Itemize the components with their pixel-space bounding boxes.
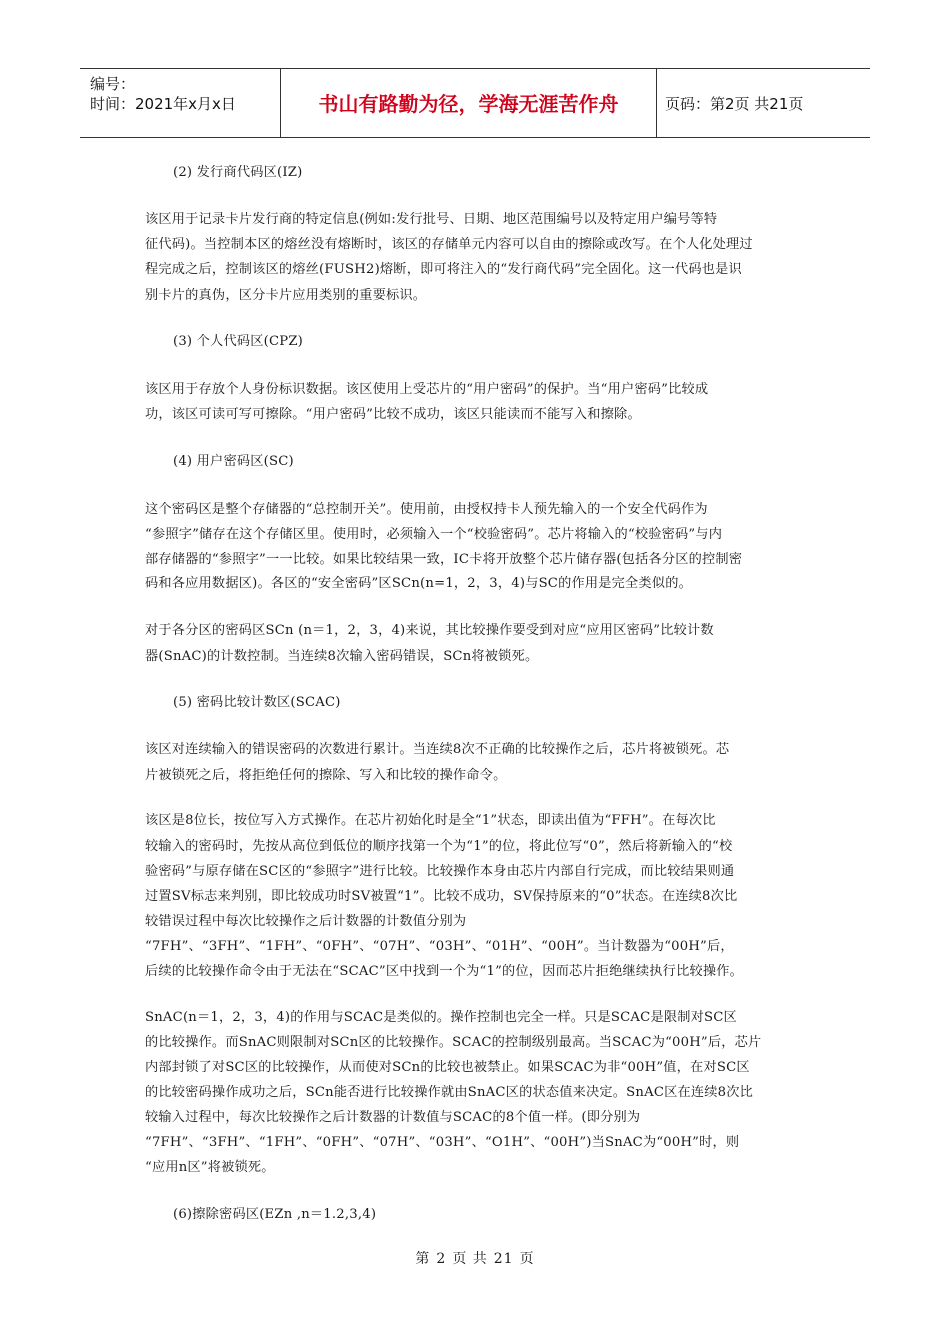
body-text-line: “应用n区”将被锁死。 (145, 1160, 275, 1175)
body-text-line: 别卡片的真伪，区分卡片应用类别的重要标识。 (145, 288, 427, 303)
body-text-line: 的比较密码操作成功之后，SCn能否进行比较操作就由SnAC区的状态值来决定。SnAC区在连续8次比 (145, 1085, 754, 1100)
section-heading: (4) 用户密码区(SC) (173, 454, 294, 469)
body-text-line: 过置SV标志来判别，即比较成功时SV被置“1”。比较不成功，SV保持原来的“0”状态。在连续8次比 (145, 889, 738, 904)
body-text-line: 该区用于存放个人身份标识数据。该区使用上受芯片的“用户密码”的保护。当“用户密码”比较成 (145, 382, 709, 397)
body-text-line: 片被锁死之后，将拒绝任何的擦除、写入和比较的操作命令。 (145, 768, 507, 783)
body-text-line: 征代码)。当控制本区的熔丝没有熔断时，该区的存储单元内容可以自由的擦除或改写。在个人化处理过 (145, 237, 753, 252)
serial-label: 编号： (90, 75, 136, 93)
body-text-line: 该区用于记录卡片发行商的特定信息(例如:发行批号、日期、地区范围编号以及特定用户编号等特 (145, 212, 718, 227)
header-divider (656, 69, 657, 137)
footer-total-pages: 21 (493, 1251, 514, 1267)
body-text-line: SnAC(n＝1，2，3，4)的作用与SCAC是类似的。操作控制也完全一样。只是SCAC是限制对SC区 (145, 1010, 737, 1025)
body-text-line: 该区是8位长，按位写入方式操作。在芯片初始化时是全“1”状态，即读出值为“FFH”。在每次比 (145, 813, 716, 828)
body-text-line: 后续的比较操作命令由于无法在“SCAC”区中找到一个为“1”的位，因而芯片拒绝继续执行比较操作。 (145, 964, 744, 979)
body-text-line: 器(SnAC)的计数控制。当连续8次输入密码错误，SCn将被锁死。 (145, 649, 539, 664)
body-text-line: “7FH”、“3FH”、“1FH”、“0FH”、“07H”、“03H”、“O1H”、“00H”)当SnAC为“00H”时，则 (145, 1135, 740, 1150)
body-text-line: “7FH”、“3FH”、“1FH”、“0FH”、“07H”、“03H”、“01H”、“00H”。当计数器为“00H”后， (145, 939, 734, 954)
body-text-line: 验密码”与原存储在SC区的“参照字”进行比较。比较操作本身由芯片内部自行完成，而比较结果则通 (145, 864, 735, 879)
section-heading: (3) 个人代码区(CPZ) (173, 334, 304, 349)
body-text-line: 对于各分区的密码区SCn (n＝1，2，3，4)来说，其比较操作要受到对应“应用区密码”比较计数 (145, 623, 714, 638)
footer-middle: 页 共 (452, 1251, 488, 1267)
body-text-line: 码和各应用数据区)。各区的“安全密码”区SCn(n=1，2，3，4)与SC的作用是完全类似的。 (145, 576, 692, 591)
body-text-line: 功，该区可读可写可擦除。“用户密码”比较不成功，该区只能读而不能写入和擦除。 (145, 407, 641, 422)
body-text-line: 内部封锁了对SC区的比较操作，从而使对SCn的比较也被禁止。如果SCAC为非“00H”值，在对SC区 (145, 1060, 750, 1075)
header-meta (80, 69, 280, 137)
body-text-line: 较输入的密码时，先按从高位到低位的顺序找第一个为“1”的位，将此位写“0”，然后将新输入的“校 (145, 839, 733, 854)
section-heading: (6)擦除密码区(EZn ,n＝1.2,3,4) (173, 1207, 377, 1222)
footer-page-number: 2 (436, 1251, 447, 1267)
footer-suffix: 页 (519, 1251, 535, 1267)
header-page-info: 页码：第2页 共21页 (665, 95, 804, 113)
body-text-line: 较输入过程中，每次比较操作之后计数器的计数值与SCAC的8个值一样。(即分别为 (145, 1110, 641, 1125)
body-text-line: 部存储器的“参照字”一一比较。如果比较结果一致，IC卡将开放整个芯片储存器(包括各分区的控制密 (145, 552, 743, 567)
body-text-line: 的比较操作。而SnAC则限制对SCn区的比较操作。SCAC的控制级别最高。当SCAC为“00H”后，芯片 (145, 1035, 762, 1050)
header-motto: 书山有路勤为径，学海无涯苦作舟 (318, 92, 619, 116)
page-header (80, 68, 870, 138)
footer-prefix: 第 (415, 1251, 431, 1267)
section-heading: (2) 发行商代码区(IZ) (173, 165, 303, 180)
body-text-line: “参照字”储存在这个存储区里。使用时，必须输入一个“校验密码”。芯片将输入的“校验密码”与内 (145, 527, 723, 542)
body-text-line: 较错误过程中每次比较操作之后计数器的计数值分别为 (145, 914, 467, 929)
body-text-line: 该区对连续输入的错误密码的次数进行累计。当连续8次不正确的比较操作之后，芯片将被锁死。芯 (145, 742, 730, 757)
body-text-line: 程完成之后，控制该区的熔丝(FUSH2)熔断，即可将注入的“发行商代码”完全固化。这一代码也是识 (145, 262, 742, 277)
page-footer (0, 1248, 950, 1268)
body-text-line: 这个密码区是整个存储器的“总控制开关”。使用前，由授权持卡人预先输入的一个安全代码作为 (145, 502, 708, 517)
section-heading: (5) 密码比较计数区(SCAC) (173, 695, 341, 710)
time-label: 时间：2021年x月x日 (90, 95, 236, 113)
